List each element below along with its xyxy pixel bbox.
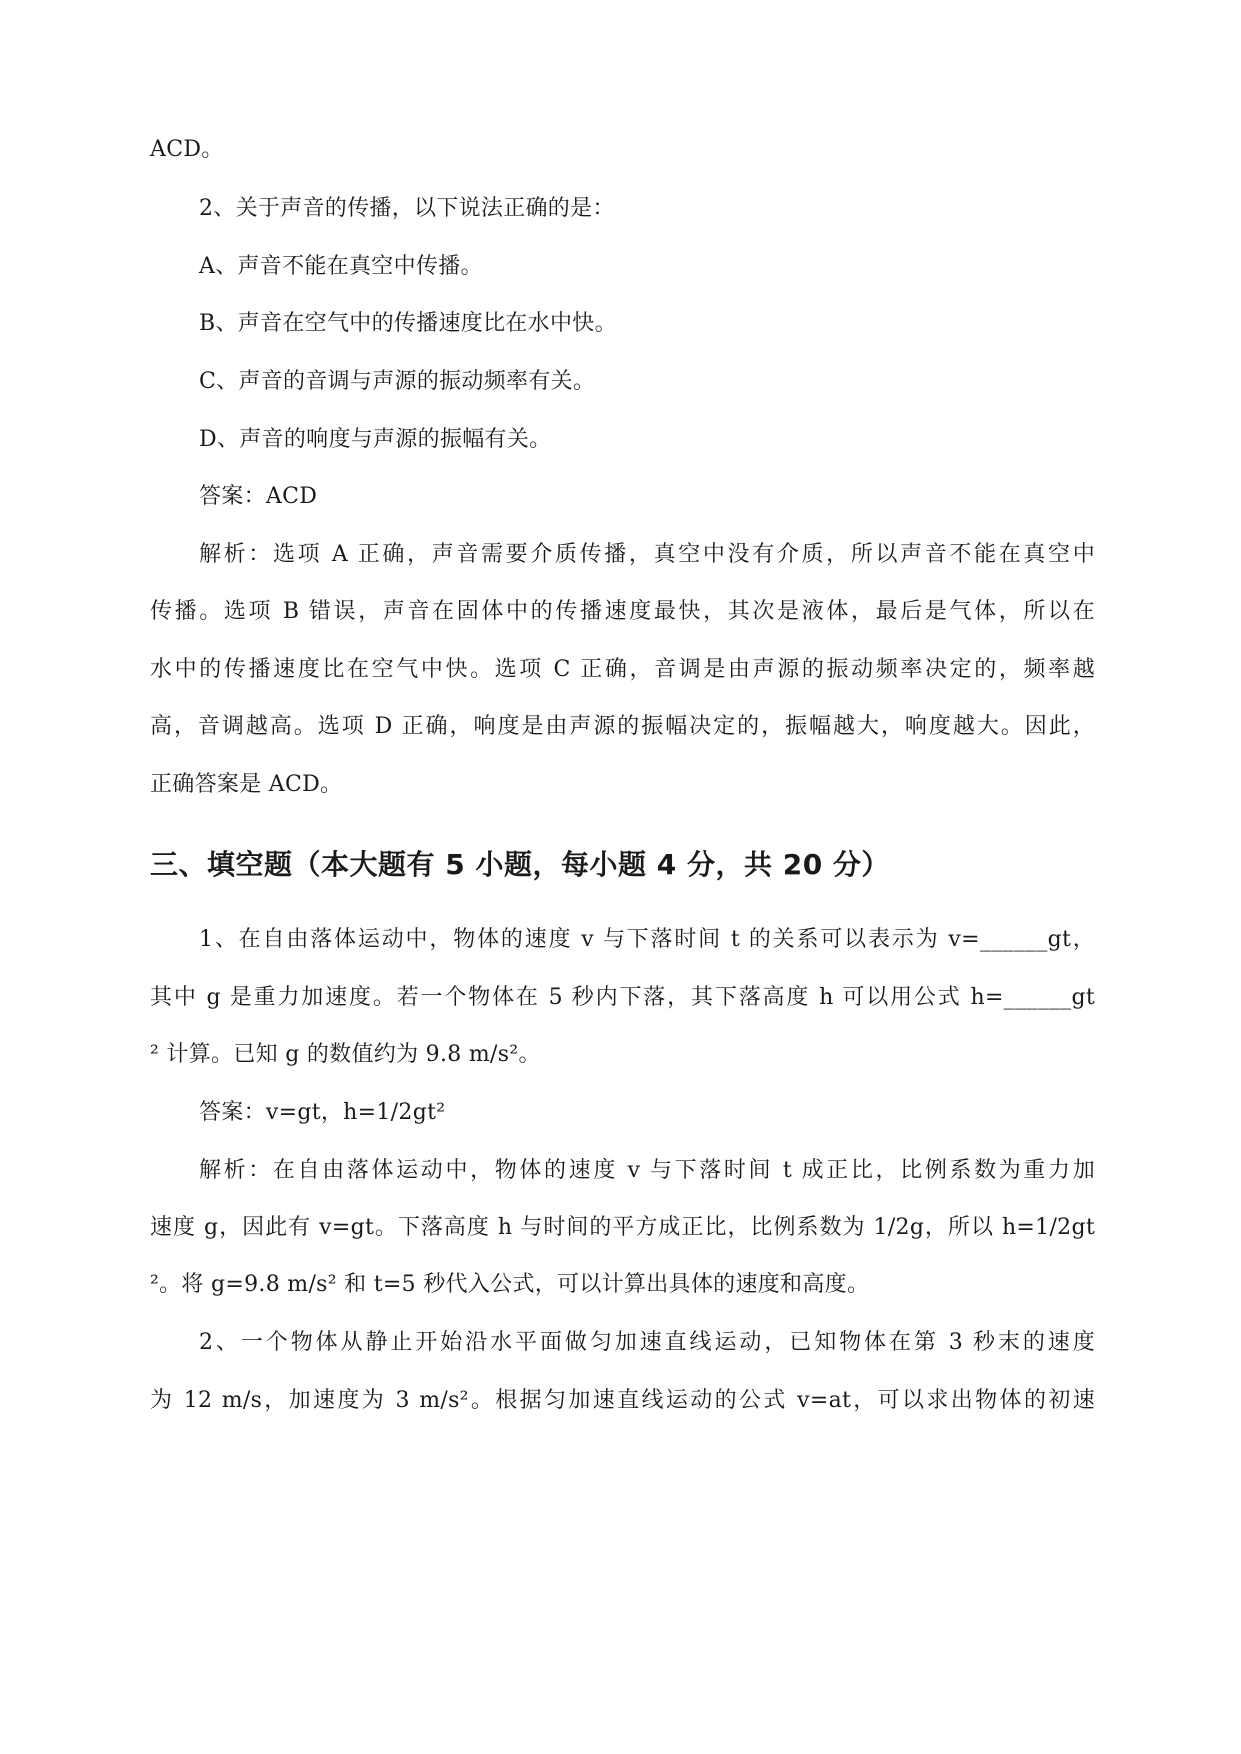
section-3-heading: 三、填空题（本大题有 5 小题，每小题 4 分，共 20 分） xyxy=(150,848,890,881)
fill-1-stem-line: 其中 g 是重力加速度。若一个物体在 5 秒内下落，其下落高度 h 可以用公式 h=______gt xyxy=(150,985,1095,1010)
fill-2-stem-line: 2、一个物体从静止开始沿水平面做匀加速直线运动，已知物体在第 3 秒末的速度 xyxy=(199,1330,1095,1355)
question-2-option-d: D、声音的响度与声源的振幅有关。 xyxy=(199,427,552,452)
question-2-stem: 2、关于声音的传播，以下说法正确的是： xyxy=(199,196,615,221)
fill-1-analysis-line: 解析：在自由落体运动中，物体的速度 v 与下落时间 t 成正比，比例系数为重力加 xyxy=(199,1158,1095,1183)
previous-answer-end: ACD。 xyxy=(150,137,224,162)
fill-1-stem-line: 1、在自由落体运动中，物体的速度 v 与下落时间 t 的关系可以表示为 v=______gt， xyxy=(199,927,1095,952)
question-2-option-c: C、声音的音调与声源的振动频率有关。 xyxy=(199,369,596,394)
question-2-analysis-line: 水中的传播速度比在空气中快。选项 C 正确，音调是由声源的振动频率决定的，频率越 xyxy=(150,657,1095,682)
question-2-option-b: B、声音在空气中的传播速度比在水中快。 xyxy=(199,311,617,336)
fill-1-answer: 答案：v=gt，h=1/2gt² xyxy=(199,1100,446,1125)
fill-1-analysis-line: ²。将 g=9.8 m/s² 和 t=5 秒代入公式，可以计算出具体的速度和高度。 xyxy=(150,1272,870,1297)
fill-1-analysis-line: 速度 g，因此有 v=gt。下落高度 h 与时间的平方成正比，比例系数为 1/2g，所以 h=1/2gt xyxy=(150,1215,1095,1240)
question-2-answer: 答案：ACD xyxy=(199,484,318,509)
question-2-analysis-line: 传播。选项 B 错误，声音在固体中的传播速度最快，其次是液体，最后是气体，所以在 xyxy=(150,599,1095,624)
fill-2-stem-line: 为 12 m/s，加速度为 3 m/s²。根据匀加速直线运动的公式 v=at，可以求出物体的初速 xyxy=(150,1388,1095,1413)
question-2-analysis-line: 高，音调越高。选项 D 正确，响度是由声源的振幅决定的，振幅越大，响度越大。因此， xyxy=(150,714,1095,739)
question-2-analysis-line: 正确答案是 ACD。 xyxy=(150,772,343,797)
question-2-option-a: A、声音不能在真空中传播。 xyxy=(199,254,483,279)
question-2-analysis-line: 解析：选项 A 正确，声音需要介质传播，真空中没有介质，所以声音不能在真空中 xyxy=(199,542,1095,567)
fill-1-stem-line: ² 计算。已知 g 的数值约为 9.8 m/s²。 xyxy=(150,1042,541,1067)
